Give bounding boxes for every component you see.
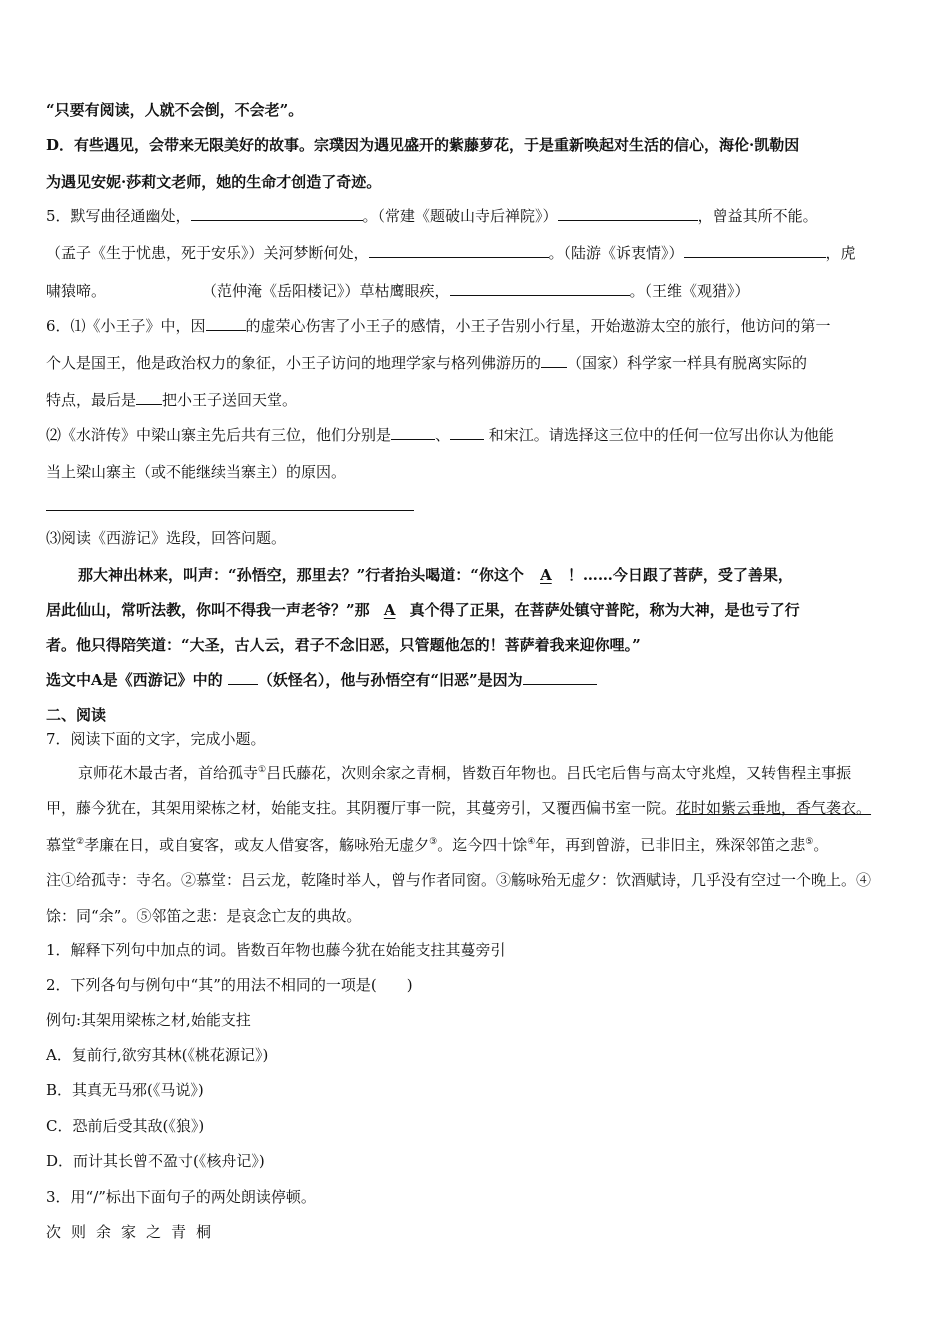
option-d-line1: D．有些遇见，会带来无限美好的故事。宗璞因为遇见盛开的紫藤萝花，于是重新唤起对生活的信心，海伦·凯勒因 xyxy=(46,136,800,154)
option-a[interactable]: A．复前行,欲穷其林(《桃花源记》) xyxy=(46,1046,269,1064)
footnote-line2: 馀：同“余”。⑤邻笛之悲：是哀念亡友的典故。 xyxy=(46,907,362,925)
option-b[interactable]: B．其真无马邪(《马说》) xyxy=(46,1081,204,1099)
example-sentence: 例句:其架用梁栋之材,始能支拄 xyxy=(46,1011,251,1029)
section-heading: 二、阅读 xyxy=(46,706,107,724)
answer-blank[interactable] xyxy=(136,390,162,405)
footnote-mark: ③ xyxy=(429,837,438,847)
question-5-line3: 啸猿啼。 （范仲淹《岳阳楼记》）草枯鹰眼疾， 。（王维《观猎》） xyxy=(46,282,750,300)
option-d-line2: 为遇见安妮·莎莉文老师，她的生命才创造了奇迹。 xyxy=(46,173,382,191)
blank-marker-a: A xyxy=(383,601,396,619)
question-6-2-line2: 当上梁山寨主（或不能继续当寨主）的原因。 xyxy=(46,463,347,481)
answer-c-continuation: “只要有阅读，人就不会倒，不会老”。 xyxy=(46,101,304,119)
blank-marker-a: A xyxy=(540,566,552,584)
excerpt-line3: 者。他只得陪笑道：“大圣，古人云，君子不念旧恶，只管题他怎的！菩萨着我来迎你哩。” xyxy=(46,636,641,654)
footnote-line1: 注①给孤寺：寺名。②慕堂：吕云龙，乾隆时举人，曾与作者同窗。③觞咏殆无虚夕：饮酒赋诗，几乎没有空过一个晚上。④ xyxy=(46,871,872,889)
classical-text-line3: 慕堂②孝廉在日，或自宴客，或友人借宴客，觞咏殆无虚夕③。迄今四十馀④年，再到曾游，已非旧主，殊深邻笛之悲⑤。 xyxy=(46,836,829,854)
footnote-mark: ⑤ xyxy=(805,837,814,847)
underlined-sentence: 花时如紫云垂地，香气袭衣。 xyxy=(676,799,872,817)
footnote-mark: ① xyxy=(258,765,267,775)
footnote-mark: ② xyxy=(76,837,85,847)
question-5-line2: （孟子《生于忧患，死于安乐》）关河梦断何处， 。（陆游《诉衷情》） ，虎 xyxy=(46,244,856,262)
answer-blank[interactable] xyxy=(684,243,826,258)
answer-blank[interactable] xyxy=(541,353,567,368)
question-6-line3: 特点，最后是 把小王子送回天堂。 xyxy=(46,391,298,409)
question-7-intro: 7．阅读下面的文字，完成小题。 xyxy=(46,730,266,748)
answer-blank[interactable] xyxy=(523,670,597,685)
answer-blank[interactable] xyxy=(391,425,435,440)
classical-text-line1: 京师花木最古者，首给孤寺①吕氏藤花，次则余家之青桐，皆数百年物也。吕氏宅后售与高太守兆煌，又转售程主事振 xyxy=(78,764,852,782)
answer-blank[interactable] xyxy=(228,670,258,685)
subquestion-3: 3．用“/”标出下面句子的两处朗读停顿。 xyxy=(46,1188,316,1206)
subquestion-1: 1．解释下列句中加点的词。皆数百年物也藤今犹在始能支拄其蔓旁引 xyxy=(46,941,506,959)
answer-blank[interactable] xyxy=(450,425,484,440)
excerpt-line2: 居此仙山，常听法教，你叫不得我一声老爷？”那 A 真个得了正果，在菩萨处镇守普陀，称为大神，是也亏了行 xyxy=(46,601,800,619)
option-d[interactable]: D．而计其长曾不盈寸(《核舟记》) xyxy=(46,1152,265,1170)
question-6-line2: 个人是国王，他是政治权力的象征，小王子访问的地理学家与格列佛游历的 （国家）科学家一样具有脱离实际的 xyxy=(46,354,808,372)
answer-blank[interactable] xyxy=(191,206,363,221)
question-6-2-line1: ⑵《水浒传》中梁山寨主先后共有三位，他们分别是 、 和宋江。请选择这三位中的任何一位写出你认为他能 xyxy=(46,426,834,444)
answer-blank[interactable] xyxy=(450,281,630,296)
excerpt-line1: 那大神出林来，叫声：“孙悟空，那里去？”行者抬头喝道：“你这个 A ！……今日跟了菩萨，受了善果， xyxy=(78,566,793,584)
answer-blank[interactable] xyxy=(206,316,246,331)
question-6-3-task: 选文中A是《西游记》中的 （妖怪名），他与孙悟空有“旧恶”是因为 xyxy=(46,670,908,690)
answer-blank[interactable] xyxy=(369,243,549,258)
question-6-line1: 6．⑴《小王子》中，因 的虚荣心伤害了小王子的感情，小王子告别小行星，开始遨游太空的旅行，他访问的第一 xyxy=(46,317,831,335)
question-6-3-prompt: ⑶阅读《西游记》选段，回答问题。 xyxy=(46,529,287,547)
question-5-line1: 5．默写曲径通幽处， 。（常建《题破山寺后禅院》） ，曾益其所不能。 xyxy=(46,207,818,225)
pause-marking-sentence[interactable]: 次则余家之青桐 xyxy=(46,1223,222,1241)
footnote-mark: ④ xyxy=(527,837,536,847)
subquestion-2: 2．下列各句与例句中“其”的用法不相同的一项是( ) xyxy=(46,976,413,994)
option-c[interactable]: C．恐前后受其敌(《狼》) xyxy=(46,1117,205,1135)
answer-line[interactable] xyxy=(46,510,414,511)
answer-blank[interactable] xyxy=(558,206,698,221)
classical-text-line2: 甲，藤今犹在，其架用梁栋之材，始能支拄。其阴覆厅事一院，其蔓旁引，又覆西偏书室一院。花时如紫云垂地，香气袭衣。 xyxy=(46,799,872,817)
